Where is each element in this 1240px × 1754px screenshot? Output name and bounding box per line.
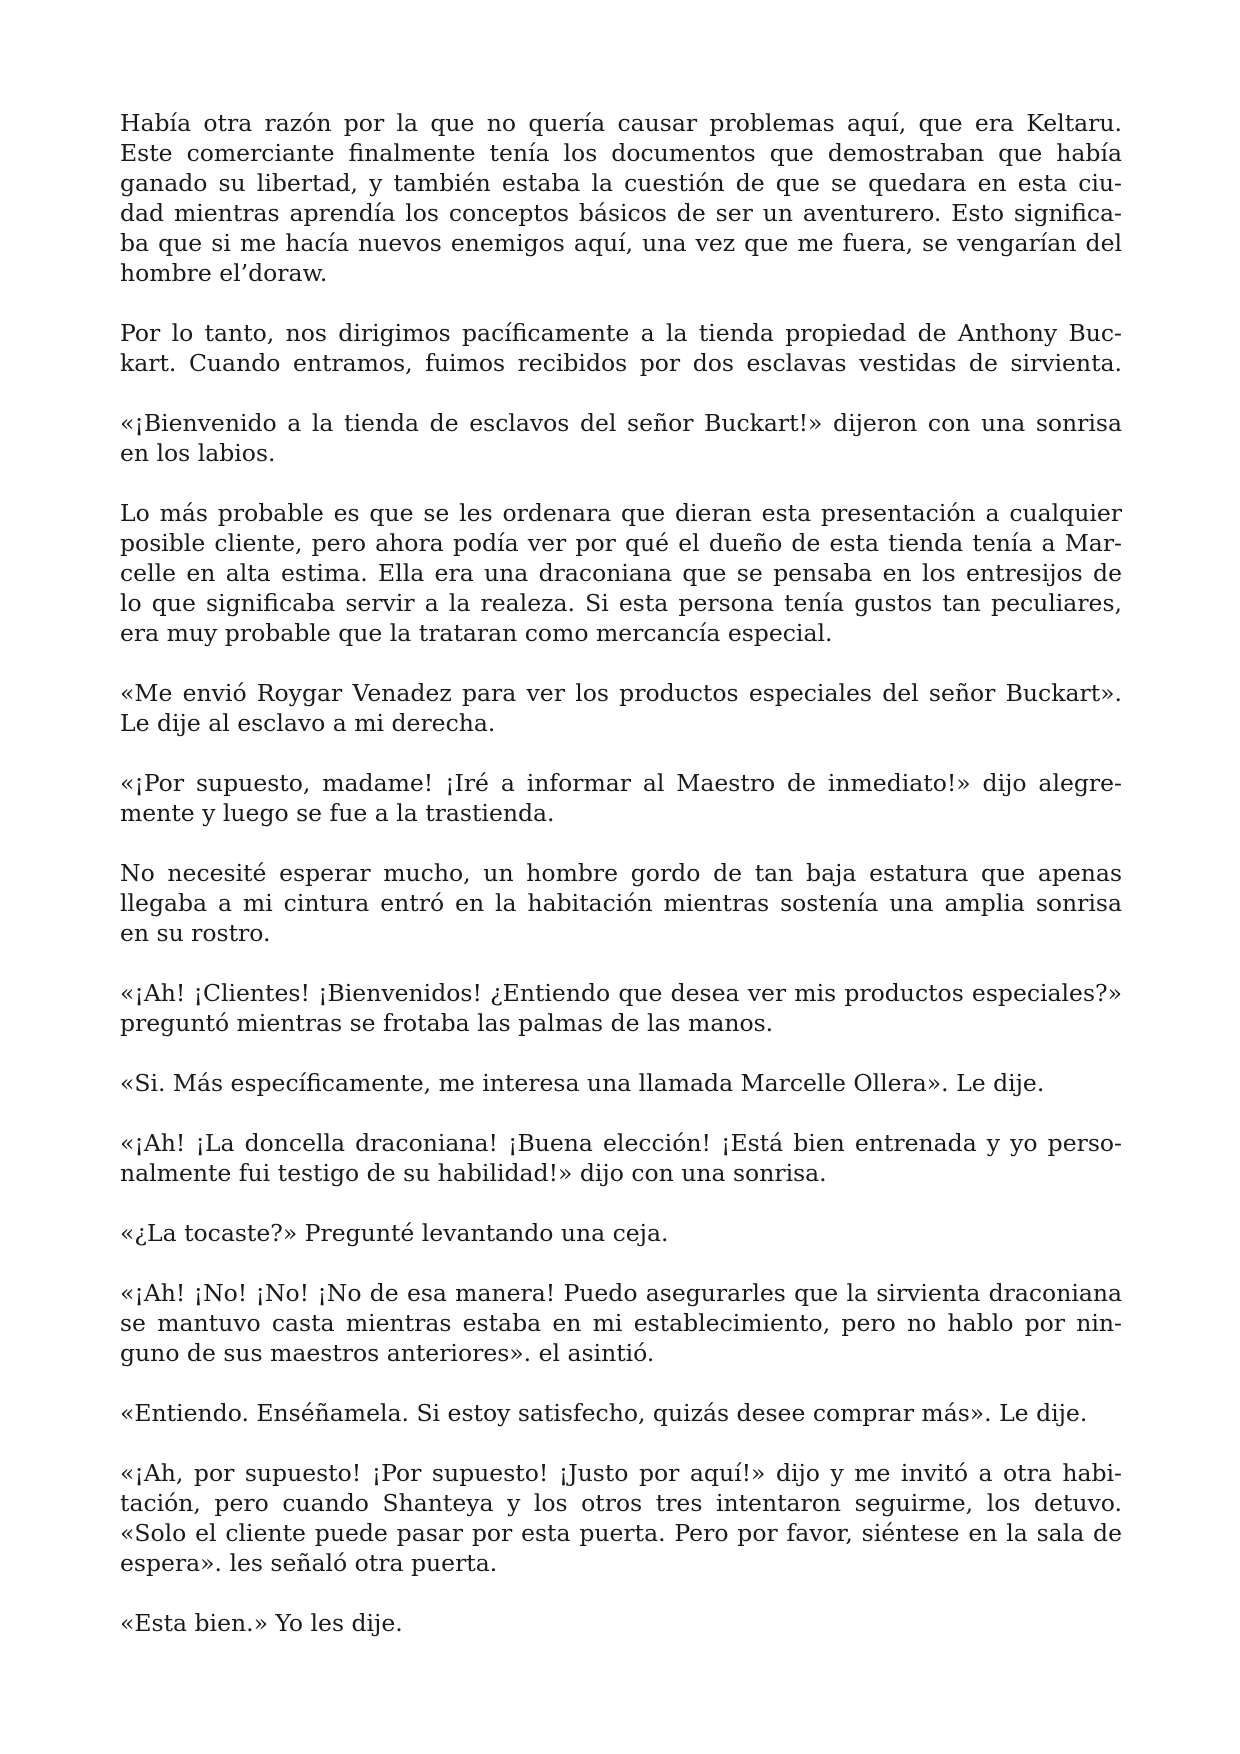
text-line: «¡Bienvenido a la tienda de esclavos del señor Buckart!» dijeron con una sonrisa: [120, 409, 1122, 437]
text-line: en los labios.: [120, 439, 276, 467]
text-line: «Si. Más específicamente, me interesa una llamada Marcelle Ollera». Le dije.: [120, 1069, 1045, 1097]
paragraph-12: [120, 1278, 1122, 1368]
text-line: llegaba a mi cintura entró en la habitación mientras sostenía una amplia sonrisa: [120, 889, 1122, 917]
text-line: ba que si me hacía nuevos enemigos aquí, una vez que me fuera, se vengarían del: [120, 229, 1122, 257]
paragraph-6: [120, 768, 1122, 828]
text-line: «¡Ah, por supuesto! ¡Por supuesto! ¡Justo por aquí!» dijo y me invitó a otra habi-: [120, 1459, 1122, 1487]
text-line: celle en alta estima. Ella era una draconiana que se pensaba en los entresijos de: [120, 559, 1122, 587]
paragraph-3: [120, 408, 1122, 468]
text-line: mente y luego se fue a la trastienda.: [120, 799, 555, 827]
paragraph-14: [120, 1458, 1122, 1578]
text-line: Había otra razón por la que no quería causar problemas aquí, que era Keltaru.: [120, 109, 1122, 137]
text-line: hombre el’doraw.: [120, 259, 328, 287]
paragraph-5: [120, 678, 1122, 738]
paragraph-10: [120, 1128, 1122, 1188]
text-line: «¡Ah! ¡Clientes! ¡Bienvenidos! ¿Entiendo que desea ver mis productos especiales?»: [120, 979, 1122, 1007]
text-line: preguntó mientras se frotaba las palmas de las manos.: [120, 1009, 774, 1037]
paragraph-7: [120, 858, 1122, 948]
text-line: «Entiendo. Enséñamela. Si estoy satisfecho, quizás desee comprar más». Le dije.: [120, 1399, 1088, 1427]
text-line: se mantuvo casta mientras estaba en mi establecimiento, pero no hablo por nin-: [120, 1309, 1122, 1337]
text-line: kart. Cuando entramos, fuimos recibidos por dos esclavas vestidas de sirvienta.: [120, 349, 1122, 377]
text-line: Por lo tanto, nos dirigimos pacíficamente a la tienda propiedad de Anthony Buc-: [120, 319, 1122, 347]
text-line: Lo más probable es que se les ordenara que dieran esta presentación a cualquier: [120, 499, 1122, 527]
text-line: tación, pero cuando Shanteya y los otros tres intentaron seguirme, los detuvo.: [120, 1489, 1122, 1517]
text-line: «Solo el cliente puede pasar por esta puerta. Pero por favor, siéntese en la sala de: [120, 1519, 1122, 1547]
text-line: lo que significaba servir a la realeza. Si esta persona tenía gustos tan peculiares,: [120, 589, 1122, 617]
text-line: No necesité esperar mucho, un hombre gordo de tan baja estatura que apenas: [120, 859, 1122, 887]
paragraph-4: [120, 498, 1122, 648]
paragraph-8: [120, 978, 1122, 1038]
text-line: guno de sus maestros anteriores». el asintió.: [120, 1339, 655, 1367]
paragraph-15: [120, 1608, 1122, 1638]
paragraph-13: [120, 1398, 1122, 1428]
text-line: «¡Ah! ¡La doncella draconiana! ¡Buena elección! ¡Está bien entrenada y yo perso-: [120, 1129, 1122, 1157]
text-line: nalmente fui testigo de su habilidad!» dijo con una sonrisa.: [120, 1159, 827, 1187]
text-line: «¿La tocaste?» Pregunté levantando una ceja.: [120, 1219, 669, 1247]
text-line: en su rostro.: [120, 919, 271, 947]
paragraph-2: [120, 318, 1122, 378]
text-line: posible cliente, pero ahora podía ver por qué el dueño de esta tienda tenía a Mar-: [120, 529, 1122, 557]
paragraph-11: [120, 1218, 1122, 1248]
text-line: «¡Ah! ¡No! ¡No! ¡No de esa manera! Puedo asegurarles que la sirvienta draconiana: [120, 1279, 1122, 1307]
text-line: ganado su libertad, y también estaba la cuestión de que se quedara en esta ciu-: [120, 169, 1122, 197]
text-line: Le dije al esclavo a mi derecha.: [120, 709, 496, 737]
paragraph-9: [120, 1068, 1122, 1098]
text-line: espera». les señaló otra puerta.: [120, 1549, 498, 1577]
document-body: [120, 108, 1122, 1668]
text-line: era muy probable que la trataran como mercancía especial.: [120, 619, 833, 647]
text-line: dad mientras aprendía los conceptos básicos de ser un aventurero. Esto significa-: [120, 199, 1122, 227]
text-line: «¡Por supuesto, madame! ¡Iré a informar al Maestro de inmediato!» dijo alegre-: [120, 769, 1122, 797]
text-line: «Me envió Roygar Venadez para ver los productos especiales del señor Buckart».: [120, 679, 1122, 707]
paragraph-1: [120, 108, 1122, 288]
text-line: «Esta bien.» Yo les dije.: [120, 1609, 403, 1637]
text-line: Este comerciante finalmente tenía los documentos que demostraban que había: [120, 139, 1122, 167]
